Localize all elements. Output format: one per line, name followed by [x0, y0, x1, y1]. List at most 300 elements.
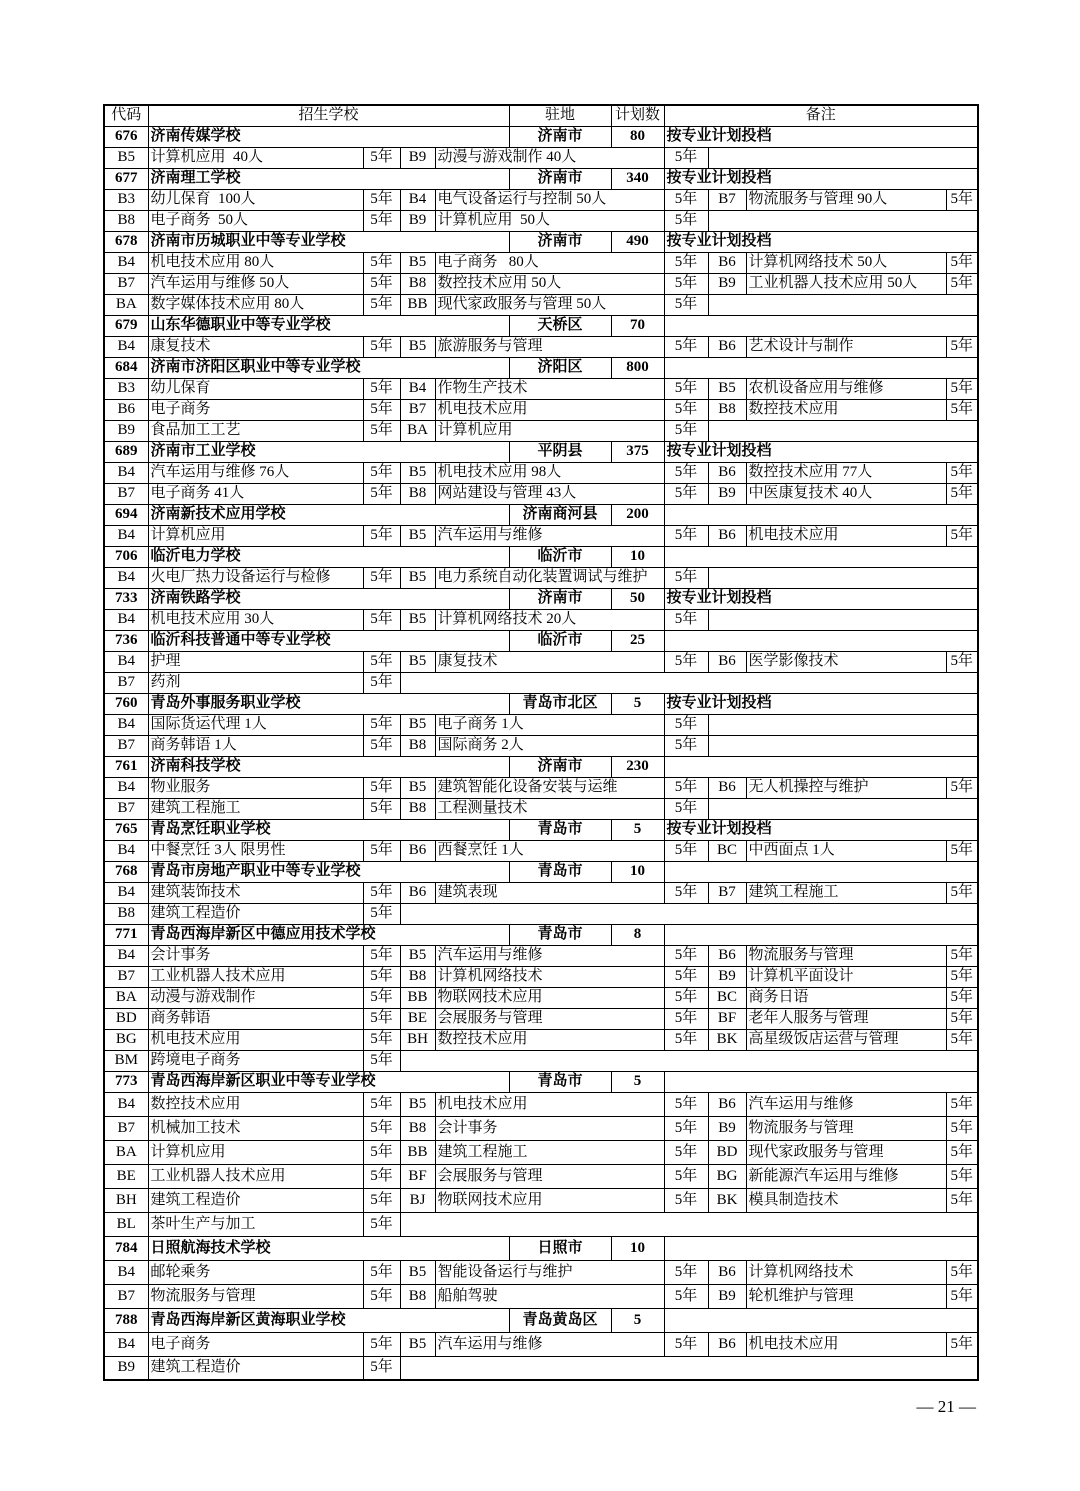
- major-code: B8: [400, 735, 435, 756]
- school-location: 临沂市: [509, 630, 611, 651]
- school-code: 676: [104, 126, 148, 147]
- major-years: 5年: [363, 147, 400, 168]
- school-row: [104, 693, 978, 714]
- major-code: B6: [708, 336, 746, 357]
- major-row: [104, 798, 978, 819]
- major-code: B9: [708, 273, 746, 294]
- major-code: BH: [104, 1188, 148, 1212]
- table-header-row: [104, 105, 978, 126]
- school-plan: 340: [611, 168, 664, 189]
- major-name: 旅游服务与管理: [435, 336, 664, 357]
- major-row: [104, 483, 978, 504]
- major-name: 物流服务与管理: [746, 945, 946, 966]
- school-plan: 50: [611, 588, 664, 609]
- major-code: B4: [104, 777, 148, 798]
- major-code: B5: [400, 1332, 435, 1356]
- major-row: [104, 1188, 978, 1212]
- major-years: 5年: [363, 945, 400, 966]
- header-location: 驻地: [509, 105, 611, 126]
- major-name: 电子商务 1人: [435, 714, 664, 735]
- major-name: 康复技术: [148, 336, 363, 357]
- table-body: [104, 126, 978, 1380]
- school-plan: 70: [611, 315, 664, 336]
- empty-cell: [708, 420, 978, 441]
- major-years: 5年: [363, 1284, 400, 1308]
- major-name: 建筑工程造价: [148, 1188, 363, 1212]
- school-note: [664, 504, 978, 525]
- major-years: 5年: [946, 483, 978, 504]
- major-code: B7: [708, 882, 746, 903]
- major-code: B8: [708, 399, 746, 420]
- major-name: 数控技术应用 77人: [746, 462, 946, 483]
- school-plan: 5: [611, 1071, 664, 1092]
- major-name: 现代家政服务与管理: [746, 1140, 946, 1164]
- major-code: B7: [400, 399, 435, 420]
- major-years: 5年: [664, 420, 708, 441]
- major-code: BE: [104, 1164, 148, 1188]
- major-years: 5年: [363, 882, 400, 903]
- school-plan: 375: [611, 441, 664, 462]
- major-years: 5年: [946, 1029, 978, 1050]
- major-code: BA: [104, 1140, 148, 1164]
- major-name: 汽车运用与维修: [435, 1332, 664, 1356]
- school-name: 济南市济阳区职业中等专业学校: [148, 357, 509, 378]
- major-code: B5: [400, 252, 435, 273]
- school-plan: 200: [611, 504, 664, 525]
- major-name: 商务日语: [746, 987, 946, 1008]
- major-code: B7: [104, 483, 148, 504]
- major-code: B4: [104, 525, 148, 546]
- major-code: B5: [400, 567, 435, 588]
- major-years: 5年: [664, 525, 708, 546]
- major-years: 5年: [946, 336, 978, 357]
- major-name: 机电技术应用: [746, 525, 946, 546]
- major-name: 汽车运用与维修 76人: [148, 462, 363, 483]
- major-code: BD: [708, 1140, 746, 1164]
- major-code: B9: [400, 210, 435, 231]
- major-code: B9: [708, 966, 746, 987]
- major-code: B5: [400, 336, 435, 357]
- major-row: [104, 210, 978, 231]
- major-years: 5年: [363, 252, 400, 273]
- major-years: 5年: [363, 672, 400, 693]
- major-name: 电气设备运行与控制 50人: [435, 189, 664, 210]
- major-code: B8: [400, 1284, 435, 1308]
- major-row: [104, 1260, 978, 1284]
- major-name: 会展服务与管理: [435, 1008, 664, 1029]
- major-years: 5年: [664, 735, 708, 756]
- major-name: 汽车运用与维修: [435, 525, 664, 546]
- school-code: 765: [104, 819, 148, 840]
- school-code: 694: [104, 504, 148, 525]
- school-location: 临沂市: [509, 546, 611, 567]
- school-note: [664, 861, 978, 882]
- major-code: B4: [104, 1332, 148, 1356]
- school-plan: 80: [611, 126, 664, 147]
- major-name: 动漫与游戏制作: [148, 987, 363, 1008]
- school-plan: 10: [611, 546, 664, 567]
- major-years: 5年: [363, 1140, 400, 1164]
- major-name: 计算机应用: [148, 525, 363, 546]
- school-name: 济南传媒学校: [148, 126, 509, 147]
- school-name: 日照航海技术学校: [148, 1236, 509, 1260]
- major-row: [104, 336, 978, 357]
- major-code: B9: [104, 1356, 148, 1380]
- major-code: B8: [400, 1116, 435, 1140]
- major-years: 5年: [664, 252, 708, 273]
- major-row: [104, 882, 978, 903]
- major-name: 茶叶生产与加工: [148, 1212, 363, 1236]
- school-name: 济南理工学校: [148, 168, 509, 189]
- major-years: 5年: [363, 420, 400, 441]
- major-name: 西餐烹饪 1人: [435, 840, 664, 861]
- major-code: BB: [400, 987, 435, 1008]
- school-code: 733: [104, 588, 148, 609]
- major-name: 幼儿保育: [148, 378, 363, 399]
- major-years: 5年: [664, 189, 708, 210]
- major-code: B5: [400, 651, 435, 672]
- major-name: 物联网技术应用: [435, 987, 664, 1008]
- major-years: 5年: [363, 1260, 400, 1284]
- school-location: 日照市: [509, 1236, 611, 1260]
- major-years: 5年: [946, 1116, 978, 1140]
- major-years: 5年: [664, 1284, 708, 1308]
- major-row: [104, 945, 978, 966]
- major-code: BD: [104, 1008, 148, 1029]
- empty-cell: [708, 567, 978, 588]
- major-name: 建筑工程施工: [148, 798, 363, 819]
- empty-cell: [708, 147, 978, 168]
- major-code: B7: [104, 1284, 148, 1308]
- major-name: 国际商务 2人: [435, 735, 664, 756]
- school-note: 按专业计划投档: [664, 588, 978, 609]
- major-row: [104, 987, 978, 1008]
- major-code: B5: [400, 525, 435, 546]
- major-years: 5年: [946, 1260, 978, 1284]
- major-code: B4: [104, 1260, 148, 1284]
- major-code: BF: [708, 1008, 746, 1029]
- major-name: 汽车运用与维修 50人: [148, 273, 363, 294]
- major-code: BA: [104, 987, 148, 1008]
- enrollment-plan-table: [103, 104, 979, 1381]
- major-row: [104, 294, 978, 315]
- major-name: 数控技术应用: [148, 1092, 363, 1116]
- major-code: BJ: [400, 1188, 435, 1212]
- major-years: 5年: [664, 1140, 708, 1164]
- major-code: B4: [104, 1092, 148, 1116]
- major-years: 5年: [664, 987, 708, 1008]
- header-note: 备注: [664, 105, 978, 126]
- major-row: [104, 1212, 978, 1236]
- major-years: 5年: [363, 1008, 400, 1029]
- empty-cell: [708, 714, 978, 735]
- major-row: [104, 273, 978, 294]
- school-note: [664, 1236, 978, 1260]
- major-years: 5年: [363, 462, 400, 483]
- major-code: B5: [400, 1260, 435, 1284]
- major-code: B4: [104, 336, 148, 357]
- major-name: 康复技术: [435, 651, 664, 672]
- school-plan: 10: [611, 861, 664, 882]
- school-note: 按专业计划投档: [664, 819, 978, 840]
- major-years: 5年: [946, 252, 978, 273]
- major-name: 农机设备应用与维修: [746, 378, 946, 399]
- major-name: 国际货运代理 1人: [148, 714, 363, 735]
- major-code: B4: [104, 252, 148, 273]
- major-years: 5年: [664, 399, 708, 420]
- major-row: [104, 462, 978, 483]
- empty-cell: [400, 903, 978, 924]
- major-name: 物流服务与管理: [148, 1284, 363, 1308]
- school-name: 济南市工业学校: [148, 441, 509, 462]
- school-note: [664, 756, 978, 777]
- major-years: 5年: [946, 1284, 978, 1308]
- major-code: B8: [400, 798, 435, 819]
- major-row: [104, 1332, 978, 1356]
- major-code: B5: [400, 945, 435, 966]
- major-name: 电子商务 80人: [435, 252, 664, 273]
- major-code: B6: [708, 1260, 746, 1284]
- major-name: 机电技术应用 98人: [435, 462, 664, 483]
- major-row: [104, 609, 978, 630]
- major-years: 5年: [946, 273, 978, 294]
- major-row: [104, 1029, 978, 1050]
- major-code: B3: [104, 378, 148, 399]
- major-code: B6: [708, 525, 746, 546]
- school-location: 青岛市北区: [509, 693, 611, 714]
- major-name: 轮机维护与管理: [746, 1284, 946, 1308]
- major-years: 5年: [363, 399, 400, 420]
- major-name: 电子商务 41人: [148, 483, 363, 504]
- major-name: 工业机器人技术应用: [148, 1164, 363, 1188]
- school-row: [104, 1308, 978, 1332]
- major-name: 智能设备运行与维护: [435, 1260, 664, 1284]
- school-code: 788: [104, 1308, 148, 1332]
- major-name: 计算机网络技术: [435, 966, 664, 987]
- major-name: 食品加工工艺: [148, 420, 363, 441]
- major-row: [104, 378, 978, 399]
- major-name: 建筑表现: [435, 882, 664, 903]
- major-name: 建筑智能化设备安装与运维: [435, 777, 664, 798]
- school-plan: 5: [611, 693, 664, 714]
- major-years: 5年: [363, 714, 400, 735]
- school-location: 青岛黄岛区: [509, 1308, 611, 1332]
- school-name: 济南科技学校: [148, 756, 509, 777]
- major-code: B8: [400, 483, 435, 504]
- major-code: B9: [708, 1284, 746, 1308]
- school-row: [104, 441, 978, 462]
- major-name: 机电技术应用: [746, 1332, 946, 1356]
- major-name: 电力系统自动化装置调试与维护: [435, 567, 664, 588]
- school-row: [104, 819, 978, 840]
- major-years: 5年: [946, 378, 978, 399]
- school-note: [664, 630, 978, 651]
- school-name: 临沂科技普通中等专业学校: [148, 630, 509, 651]
- major-code: B8: [400, 273, 435, 294]
- major-name: 计算机网络技术 50人: [746, 252, 946, 273]
- empty-cell: [708, 798, 978, 819]
- major-code: BK: [708, 1029, 746, 1050]
- major-years: 5年: [363, 1332, 400, 1356]
- major-name: 建筑工程造价: [148, 903, 363, 924]
- header-plan: 计划数: [611, 105, 664, 126]
- major-code: B4: [104, 567, 148, 588]
- header-school: 招生学校: [148, 105, 509, 126]
- major-name: 动漫与游戏制作 40人: [435, 147, 664, 168]
- major-name: 中西面点 1人: [746, 840, 946, 861]
- major-code: BA: [104, 294, 148, 315]
- school-name: 济南市历城职业中等专业学校: [148, 231, 509, 252]
- major-code: BL: [104, 1212, 148, 1236]
- major-row: [104, 1050, 978, 1071]
- major-code: B5: [400, 777, 435, 798]
- major-years: 5年: [664, 714, 708, 735]
- major-years: 5年: [363, 294, 400, 315]
- major-row: [104, 903, 978, 924]
- major-code: B9: [708, 483, 746, 504]
- major-code: B6: [400, 882, 435, 903]
- major-years: 5年: [664, 1008, 708, 1029]
- school-location: 青岛市: [509, 924, 611, 945]
- school-code: 773: [104, 1071, 148, 1092]
- empty-cell: [400, 1050, 978, 1071]
- major-code: B6: [708, 1332, 746, 1356]
- major-name: 商务韩语: [148, 1008, 363, 1029]
- major-name: 物流服务与管理 90人: [746, 189, 946, 210]
- school-name: 济南新技术应用学校: [148, 504, 509, 525]
- major-years: 5年: [664, 210, 708, 231]
- school-plan: 230: [611, 756, 664, 777]
- major-name: 模具制造技术: [746, 1188, 946, 1212]
- major-years: 5年: [946, 1140, 978, 1164]
- major-name: 网站建设与管理 43人: [435, 483, 664, 504]
- major-name: 建筑工程施工: [435, 1140, 664, 1164]
- empty-cell: [708, 609, 978, 630]
- major-years: 5年: [664, 840, 708, 861]
- major-name: 电子商务: [148, 1332, 363, 1356]
- major-name: 船舶驾驶: [435, 1284, 664, 1308]
- school-plan: 800: [611, 357, 664, 378]
- school-code: 684: [104, 357, 148, 378]
- school-location: 济南市: [509, 231, 611, 252]
- school-code: 784: [104, 1236, 148, 1260]
- major-code: B9: [708, 1116, 746, 1140]
- major-code: B6: [708, 462, 746, 483]
- major-name: 机电技术应用: [148, 1029, 363, 1050]
- major-years: 5年: [664, 294, 708, 315]
- major-years: 5年: [363, 483, 400, 504]
- major-name: 物联网技术应用: [435, 1188, 664, 1212]
- major-years: 5年: [363, 1188, 400, 1212]
- major-name: 工业机器人技术应用: [148, 966, 363, 987]
- major-years: 5年: [664, 1332, 708, 1356]
- major-name: 机电技术应用 80人: [148, 252, 363, 273]
- major-years: 5年: [363, 987, 400, 1008]
- empty-cell: [708, 210, 978, 231]
- header-code: 代码: [104, 105, 148, 126]
- major-code: B4: [400, 189, 435, 210]
- school-note: [664, 315, 978, 336]
- major-years: 5年: [363, 1212, 400, 1236]
- major-code: B5: [400, 609, 435, 630]
- school-code: 689: [104, 441, 148, 462]
- school-plan: 490: [611, 231, 664, 252]
- school-name: 临沂电力学校: [148, 546, 509, 567]
- major-code: B6: [708, 945, 746, 966]
- major-name: 无人机操控与维护: [746, 777, 946, 798]
- major-code: B9: [400, 147, 435, 168]
- major-name: 作物生产技术: [435, 378, 664, 399]
- school-name: 青岛西海岸新区职业中等专业学校: [148, 1071, 509, 1092]
- major-name: 汽车运用与维修: [746, 1092, 946, 1116]
- major-code: B6: [104, 399, 148, 420]
- school-name: 青岛西海岸新区中德应用技术学校: [148, 924, 509, 945]
- major-years: 5年: [946, 1008, 978, 1029]
- school-row: [104, 861, 978, 882]
- major-years: 5年: [946, 651, 978, 672]
- school-code: 761: [104, 756, 148, 777]
- major-years: 5年: [664, 1164, 708, 1188]
- major-code: BC: [708, 840, 746, 861]
- major-years: 5年: [363, 567, 400, 588]
- major-row: [104, 399, 978, 420]
- empty-cell: [400, 1356, 978, 1380]
- major-code: B4: [104, 840, 148, 861]
- major-years: 5年: [946, 840, 978, 861]
- major-years: 5年: [363, 336, 400, 357]
- major-code: BB: [400, 294, 435, 315]
- school-row: [104, 546, 978, 567]
- major-years: 5年: [664, 147, 708, 168]
- empty-cell: [708, 735, 978, 756]
- major-name: 会计事务: [435, 1116, 664, 1140]
- major-years: 5年: [664, 273, 708, 294]
- major-years: 5年: [363, 210, 400, 231]
- major-row: [104, 1284, 978, 1308]
- major-row: [104, 1092, 978, 1116]
- major-years: 5年: [664, 945, 708, 966]
- school-row: [104, 126, 978, 147]
- school-name: 青岛市房地产职业中等专业学校: [148, 861, 509, 882]
- major-years: 5年: [664, 609, 708, 630]
- major-row: [104, 735, 978, 756]
- school-plan: 25: [611, 630, 664, 651]
- school-row: [104, 630, 978, 651]
- school-row: [104, 231, 978, 252]
- major-code: B8: [400, 966, 435, 987]
- school-plan: 5: [611, 819, 664, 840]
- major-years: 5年: [664, 966, 708, 987]
- major-name: 新能源汽车运用与维修: [746, 1164, 946, 1188]
- major-name: 物流服务与管理: [746, 1116, 946, 1140]
- major-years: 5年: [363, 798, 400, 819]
- school-code: 678: [104, 231, 148, 252]
- school-location: 济南商河县: [509, 504, 611, 525]
- major-code: BK: [708, 1188, 746, 1212]
- major-code: B8: [104, 210, 148, 231]
- major-name: 机电技术应用: [435, 1092, 664, 1116]
- school-row: [104, 1236, 978, 1260]
- major-years: 5年: [363, 777, 400, 798]
- major-row: [104, 1356, 978, 1380]
- major-years: 5年: [363, 189, 400, 210]
- major-years: 5年: [664, 1092, 708, 1116]
- empty-cell: [400, 1212, 978, 1236]
- major-name: 现代家政服务与管理 50人: [435, 294, 664, 315]
- major-row: [104, 1140, 978, 1164]
- school-row: [104, 588, 978, 609]
- school-name: 青岛烹饪职业学校: [148, 819, 509, 840]
